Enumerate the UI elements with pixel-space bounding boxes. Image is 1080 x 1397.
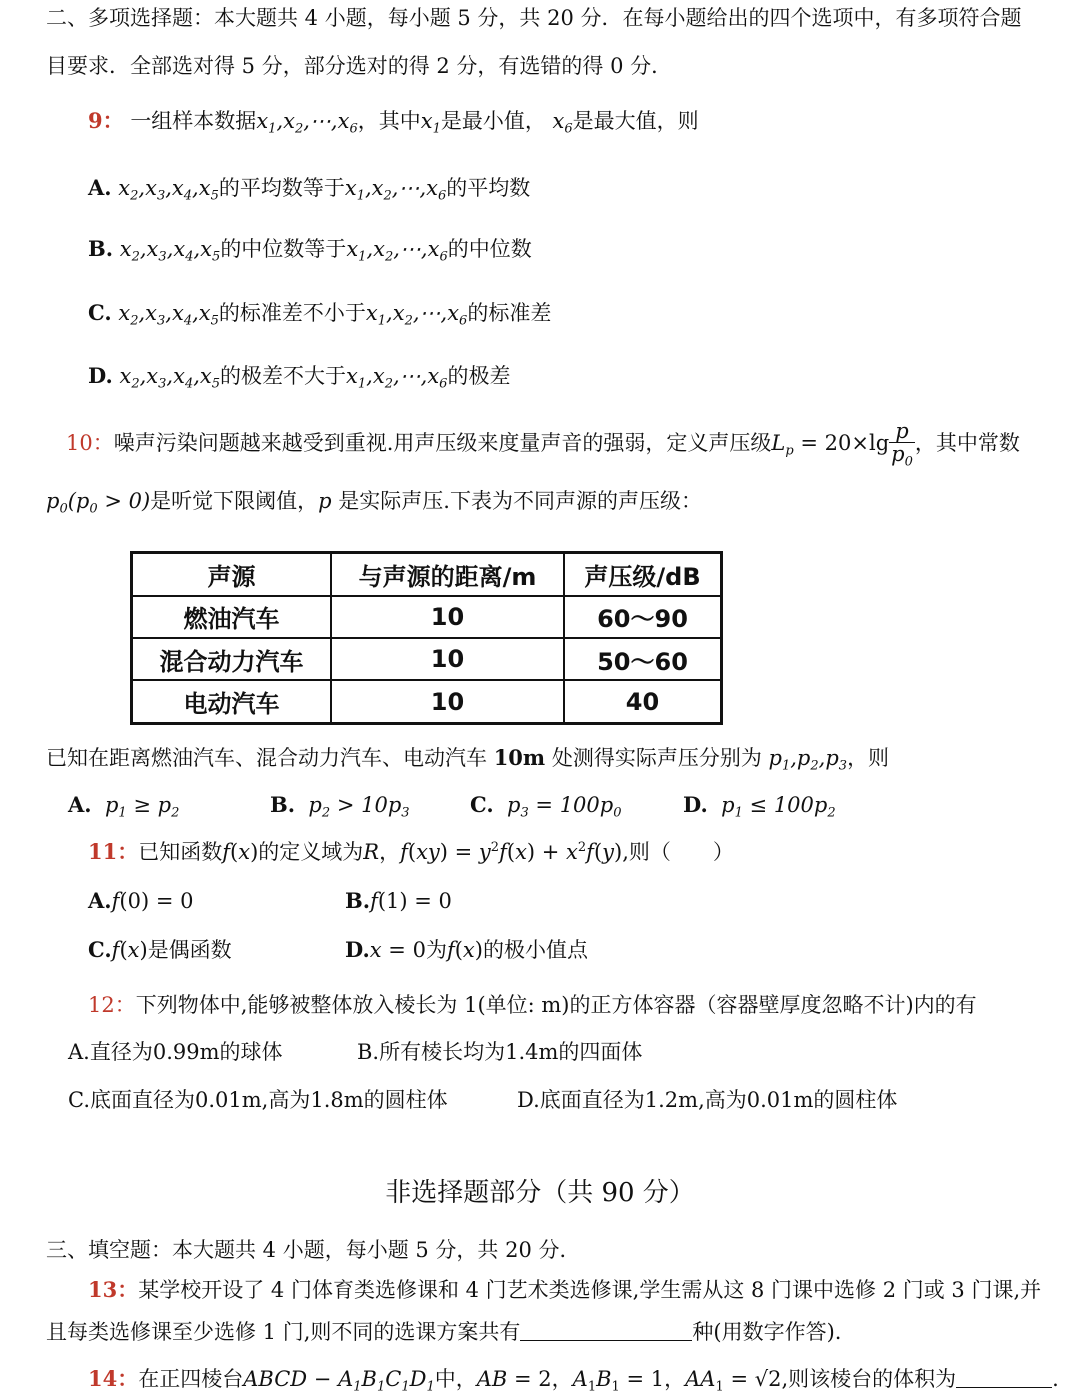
- math-functional-eq: $f(xy) = y^2f(x) + x^2f(y)$: [400, 840, 623, 864]
- stem-text: 中，: [434, 1367, 477, 1391]
- answer-blank[interactable]: [956, 1365, 1052, 1388]
- section2-heading-cont: 目要求．全部选对得 5 分，部分选对的得 2 分，有选错的得 0 分．: [46, 54, 673, 78]
- option-text: 的极差: [447, 364, 511, 388]
- stem-text: ，: [379, 840, 401, 864]
- option-text: 的中位数等于: [220, 237, 347, 261]
- table-cell: 50～60: [564, 638, 722, 680]
- math-x6: $x_6$: [552, 109, 573, 137]
- table-cell: 电动汽车: [132, 680, 332, 723]
- option-math: $p_1 \le 100p_2$: [721, 793, 836, 821]
- stem-text: 下列物体中,能够被整体放入棱长为 1(单位: m)的正方体容器（容器壁厚度忽略不计)内的有: [135, 993, 977, 1017]
- option-label: B.: [88, 236, 114, 261]
- stem-text: 是实际声压.下表为不同声源的声压级：: [338, 489, 702, 513]
- question-10-option-b[interactable]: [270, 792, 410, 821]
- question-9-option-c[interactable]: [88, 300, 551, 329]
- option-math: f(0) = 0: [111, 889, 194, 913]
- stem-text: ，其中: [357, 109, 421, 133]
- option-math: f(x): [446, 938, 483, 962]
- stem-text: 已知在距离燃油汽车、混合动力汽车、电动汽车: [46, 746, 487, 770]
- question-9-option-d[interactable]: [88, 363, 510, 392]
- math-subset: $x_2,x_3,x_4,x_5$: [119, 237, 221, 265]
- table-row: [132, 680, 722, 723]
- math-given: AB = 2，$A_1B_1 = 1$，$AA_1 = √2$: [476, 1367, 782, 1395]
- question-13-stem-cont: [46, 1318, 841, 1345]
- part2-title: 非选择题部分（共 90 分）: [385, 1178, 695, 1208]
- option-math: $p_3 = 100p_0$: [507, 793, 622, 821]
- math-sample: $x_1,x_2,\cdots,x_6$: [346, 364, 448, 392]
- math-frustum: ABCD − $A_1B_1C_1D_1$: [243, 1367, 435, 1395]
- question-11-option-c[interactable]: [88, 937, 232, 963]
- question-12-option-c[interactable]: C.底面直径为0.01m,高为1.8m的圆柱体: [68, 1088, 448, 1112]
- table-cell: 10: [331, 638, 564, 680]
- option-math: $p_2 > 10p_3$: [308, 793, 410, 821]
- math-fx: f: [222, 840, 231, 864]
- question-12-option-b[interactable]: B.所有棱长均为1.4m的四面体: [357, 1040, 643, 1064]
- section2-heading: 二、多项选择题：本大题共 4 小题，每小题 5 分，共 20 分．在每小题给出的四个选项中，有多项符合题: [46, 6, 1022, 30]
- question-9-stem: [88, 108, 699, 137]
- question-10-condition: [46, 745, 889, 774]
- question-12-stem: [88, 993, 977, 1018]
- table-cell: 60～90: [564, 596, 722, 638]
- math-subset: $x_2,x_3,x_4,x_5$: [118, 301, 219, 329]
- stem-text: 是最小值，: [440, 109, 546, 133]
- stem-text: 一组样本数据: [130, 109, 257, 133]
- stem-text: 已知函数: [138, 840, 223, 864]
- table-header: 声源: [132, 553, 332, 596]
- math-sample: $x_1,x_2,\cdots,x_6$: [344, 176, 447, 204]
- answer-blank[interactable]: [520, 1318, 692, 1341]
- option-text: 的平均数: [446, 176, 531, 200]
- stem-text: 是最大值，则: [572, 109, 699, 133]
- option-text: 的极差不大于: [220, 364, 347, 388]
- stem-text: 在正四棱台: [138, 1367, 244, 1391]
- stem-text: 是听觉下限阈值，: [150, 489, 319, 513]
- question-11-option-b[interactable]: [345, 888, 452, 914]
- option-label: C.: [88, 937, 112, 962]
- question-12-option-a[interactable]: A.直径为0.99m的球体: [68, 1040, 283, 1064]
- table-cell: 40: [564, 680, 722, 723]
- question-number: 10：: [66, 431, 114, 456]
- math-sample: $x_1,x_2,\cdots,x_6$: [365, 301, 468, 329]
- question-12-option-d[interactable]: D.底面直径为1.2m,高为0.01m的圆柱体: [517, 1088, 898, 1112]
- question-9-option-b[interactable]: [88, 236, 532, 265]
- table-cell: 燃油汽车: [132, 596, 332, 638]
- question-number: 13：: [88, 1277, 139, 1302]
- option-label: C.: [88, 300, 112, 325]
- question-10-option-a[interactable]: [68, 792, 179, 821]
- table-header-row: [132, 553, 722, 596]
- option-label: D.: [345, 937, 370, 962]
- question-9-option-a[interactable]: [88, 175, 530, 204]
- question-10-option-c[interactable]: [470, 792, 622, 821]
- option-text: 是偶函数: [147, 938, 232, 962]
- table-cell: 10: [331, 596, 564, 638]
- math-subset: $x_2,x_3,x_4,x_5$: [118, 176, 219, 204]
- table-header: 声压级/dB: [564, 553, 722, 596]
- math-sample: $x_1,x_2,\cdots,x_6$: [256, 109, 358, 137]
- option-text: 的标准差: [467, 301, 552, 325]
- stem-text: 处测得实际声压分别为: [551, 746, 762, 770]
- question-11-option-d[interactable]: [345, 937, 588, 963]
- math-p0: $p_0(p_0 > 0)$: [46, 489, 151, 517]
- stem-text: ,则该棱台的体积为: [781, 1367, 957, 1391]
- stem-text: 种(用数字作答).: [692, 1320, 842, 1344]
- stem-text: 且每类选修课至少选修 1 门,则不同的选课方案共有: [46, 1320, 521, 1344]
- question-number: 9：: [88, 108, 124, 133]
- stem-text: 某学校开设了 4 门体育类选修课和 4 门艺术类选修课,学生需从这 8 门课中选修 2 门或 3 门课,并: [138, 1278, 1042, 1302]
- noise-level-table: [130, 551, 723, 725]
- stem-text: 噪声污染问题越来越受到重视.用声压级来度量声音的强弱，定义声压级: [113, 431, 772, 456]
- stem-text: ，其中常数: [914, 431, 1020, 456]
- math-x1: $x_1$: [420, 109, 441, 137]
- stem-text: 10m: [493, 745, 546, 770]
- table-row: [132, 638, 722, 680]
- option-text: 的标准差不小于: [218, 301, 366, 325]
- option-text: 的中位数: [447, 237, 532, 261]
- math-sample: $x_1,x_2,\cdots,x_6$: [346, 237, 448, 265]
- question-number: 14：: [88, 1366, 139, 1391]
- question-10-stem: [66, 420, 1020, 469]
- table-header: 与声源的距离/m: [331, 553, 564, 596]
- question-number: 11：: [88, 839, 139, 864]
- stem-text: ,则（ ）: [622, 840, 734, 864]
- option-label: A.: [68, 792, 92, 817]
- option-math: x = 0: [369, 938, 426, 962]
- option-text: 的平均数等于: [218, 176, 345, 200]
- option-label: B.: [345, 888, 371, 913]
- table-row: [132, 596, 722, 638]
- option-label: A.: [88, 888, 112, 913]
- question-11-option-a[interactable]: [88, 888, 193, 914]
- option-math: f(1) = 0: [370, 889, 452, 913]
- math-p: p: [318, 489, 339, 513]
- option-label: B.: [270, 792, 296, 817]
- option-text: 为: [425, 938, 447, 962]
- stem-text: ，则: [847, 746, 890, 770]
- question-number: 12：: [88, 993, 136, 1017]
- stem-text: 的定义域为: [258, 840, 364, 864]
- stem-text: .: [1052, 1367, 1059, 1391]
- math-pressures: $p_1,p_2,p_3$: [768, 746, 848, 774]
- option-label: D.: [683, 792, 708, 817]
- option-label: A.: [88, 175, 112, 200]
- table-cell: 10: [331, 680, 564, 723]
- question-11-stem: 11：已知函数f(x)的定义域为R，$f(xy) = y^2f(x) + x^2f(y)$,则（ ）: [88, 839, 734, 864]
- option-math: f(x): [111, 938, 148, 962]
- question-14-stem: [88, 1365, 1059, 1395]
- option-label: C.: [470, 792, 494, 817]
- table-cell: 混合动力汽车: [132, 638, 332, 680]
- math-subset: $x_2,x_3,x_4,x_5$: [119, 364, 221, 392]
- math-formula: $L_p = 20\times\lg$ $\frac{p}{p_0}$: [771, 419, 913, 470]
- option-label: D.: [88, 363, 113, 388]
- question-10-option-d[interactable]: [683, 792, 836, 821]
- question-13-stem: [88, 1277, 1041, 1303]
- question-10-stem-cont: [46, 489, 702, 517]
- section3-heading: 三、填空题：本大题共 4 小题，每小题 5 分，共 20 分．: [46, 1238, 581, 1262]
- math-R: R: [363, 840, 380, 864]
- option-math: $p_1 \ge p_2$: [104, 793, 180, 821]
- option-text: 的极小值点: [482, 938, 588, 962]
